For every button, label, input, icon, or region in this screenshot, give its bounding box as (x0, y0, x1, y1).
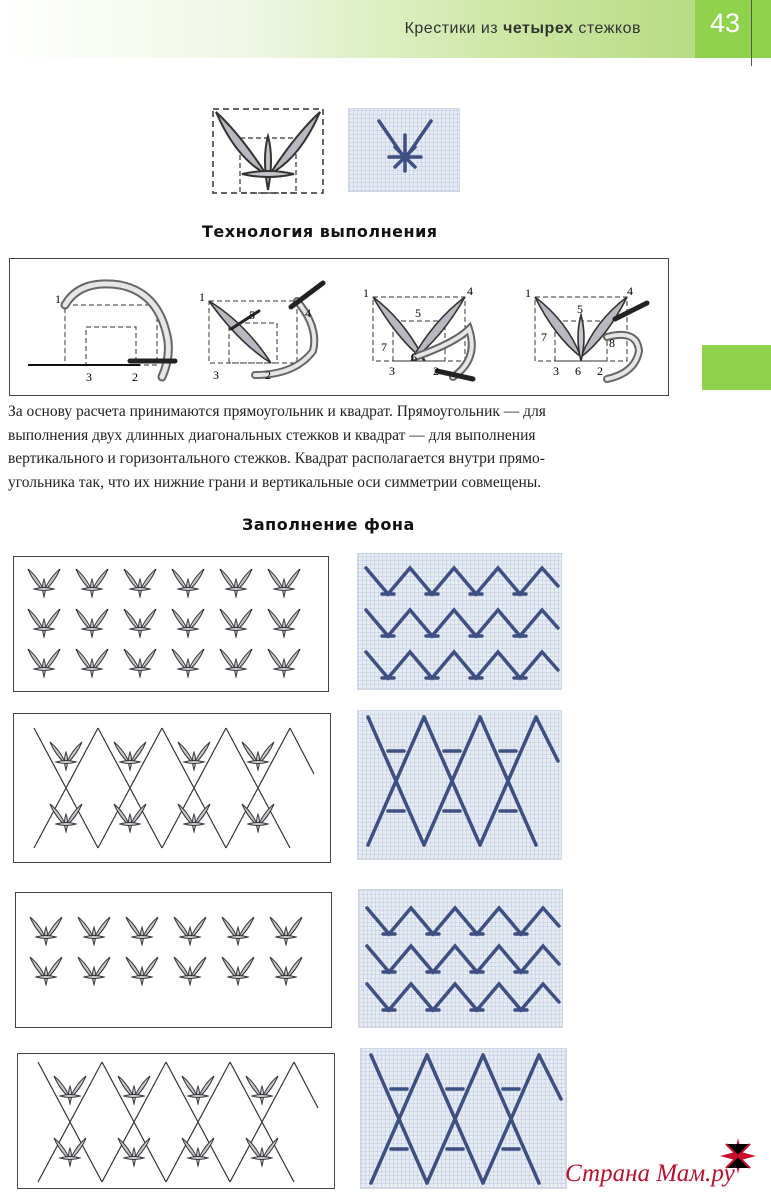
step-4-label-6: 6 (575, 364, 581, 378)
body-line: выполнения двух длинных диагональных стежков и квадрат — для выполнения (8, 426, 536, 444)
page-number: 43 (710, 8, 741, 38)
pattern-scheme-3 (15, 892, 332, 1028)
step-1-label-1: 1 (55, 292, 61, 306)
body-line: вертикального и горизонтального стежков. Квадрат располагается внутри прямо- (8, 450, 545, 467)
step-4-label-1: 1 (525, 286, 531, 300)
step-3-label-4: 4 (467, 284, 473, 298)
body-paragraph (8, 400, 668, 494)
fabric-sample-top (348, 108, 460, 192)
step-3-label-5: 5 (415, 306, 421, 320)
step-1-label-2: 2 (132, 370, 138, 384)
step-2-diagram (195, 267, 335, 389)
technique-heading: Технология выполнения (202, 222, 438, 241)
chapter-title: Крестики из четырех стежков (404, 20, 641, 37)
step-2-label-2: 2 (265, 368, 271, 382)
step-3-diagram (355, 267, 495, 389)
margin-line (751, 0, 752, 66)
step-4-diagram (515, 267, 660, 389)
step-1-diagram (20, 267, 180, 389)
background-fill-heading: Заполнение фона (242, 515, 415, 534)
step-3-label-1: 1 (363, 286, 369, 300)
side-tab (702, 345, 771, 390)
stitch-scheme-diagram (210, 106, 326, 196)
step-3-label-7: 7 (381, 340, 387, 354)
watermark-text: Страна Мам.ру (565, 1160, 735, 1187)
body-line: угольника так, что их нижние грани и вертикальные оси симметрии совмещены. (8, 473, 542, 491)
step-2-label-5: 5 (249, 308, 255, 322)
step-3-label-3: 3 (389, 364, 395, 378)
body-line: За основу расчета принимаются прямоугольник и квадрат. Прямоугольник — для (8, 403, 546, 420)
pattern-scheme-2 (13, 713, 331, 863)
step-4-label-3: 3 (553, 364, 559, 378)
step-2-label-1: 1 (199, 290, 205, 304)
step-2-label-3: 3 (213, 368, 219, 382)
step-3-label-6: 6 (411, 350, 417, 364)
step-1-label-3: 3 (86, 370, 92, 384)
pattern-scheme-4 (17, 1053, 335, 1189)
step-4-label-8: 8 (609, 336, 615, 350)
pattern-scheme-1 (13, 556, 329, 692)
pattern-fabric-2 (357, 710, 562, 860)
pattern-fabric-4 (360, 1048, 567, 1189)
step-4-label-4: 4 (627, 284, 633, 298)
step-4-label-7: 7 (541, 330, 547, 344)
step-4-label-5: 5 (577, 302, 583, 316)
step-2-label-4: 4 (305, 306, 311, 320)
pattern-fabric-1 (357, 553, 562, 690)
step-4-label-2: 2 (597, 364, 603, 378)
steps-frame (9, 258, 669, 396)
step-3-label-2: 2 (433, 364, 439, 378)
pattern-fabric-3 (358, 889, 563, 1028)
